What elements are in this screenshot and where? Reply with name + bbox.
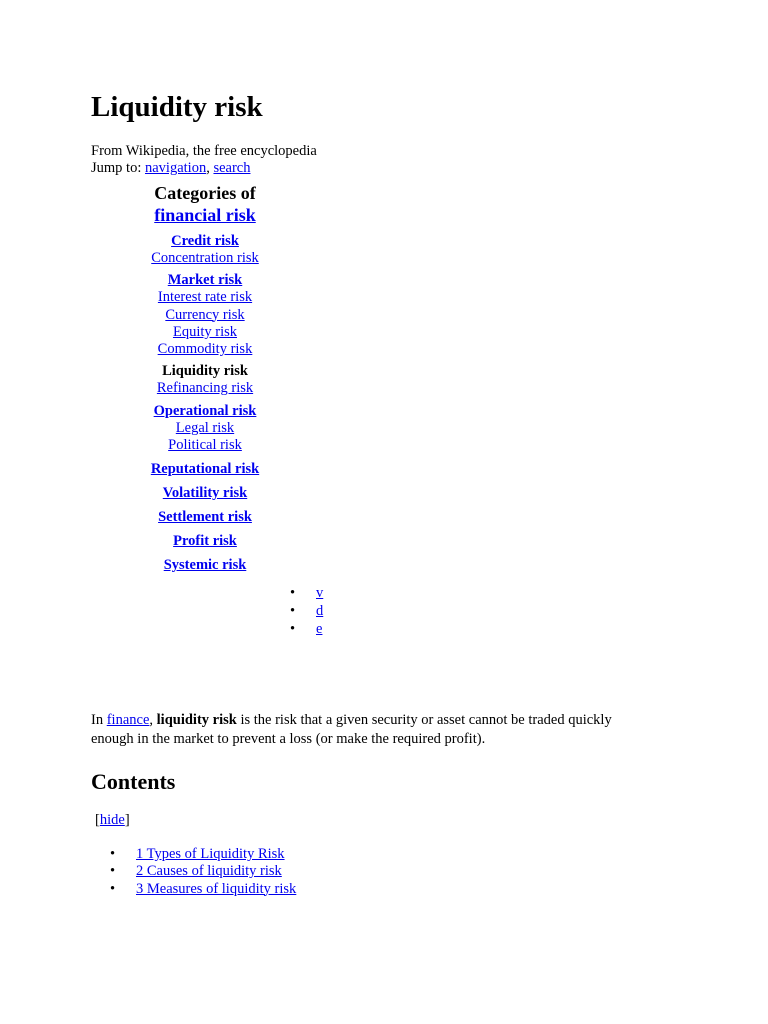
navbox-item-legal-risk[interactable]: Legal risk [175, 419, 235, 436]
navbox-group-operational [100, 402, 310, 455]
navbox-head-liquidity-risk-current: Liquidity risk [162, 363, 248, 380]
navbox-group-profit [100, 532, 310, 550]
intro-prefix: In [91, 712, 104, 728]
bullet-icon: • [290, 603, 296, 619]
toc-toggle-open-bracket: [ [95, 812, 100, 828]
navbox-group-settlement [100, 508, 310, 526]
navbox-group-liquidity [100, 362, 310, 397]
vde-edit-link[interactable]: e [316, 621, 323, 637]
navbox-item-commodity-risk[interactable]: Commodity risk [157, 341, 253, 358]
bullet-icon: • [110, 863, 116, 880]
navbox-head-operational-risk[interactable]: Operational risk [153, 402, 257, 419]
bullet-icon: • [110, 846, 116, 862]
toc-toggle [95, 811, 130, 829]
intro-comma: , [149, 712, 154, 728]
navbox-title: Categories of [154, 183, 256, 203]
navbox-head-volatility-risk[interactable]: Volatility risk [162, 485, 248, 502]
jump-link-search[interactable]: search [213, 160, 251, 176]
intro-rest: is the risk that a given security or asset cannot be traded quickly enough in the market to prevent a loss (or make the required profit). [91, 712, 612, 747]
jump-to-label: Jump to: [91, 160, 142, 176]
navbox-item-concentration-risk[interactable]: Concentration risk [151, 250, 259, 266]
navbox-item-equity-risk[interactable]: Equity risk [172, 323, 238, 340]
toc-hide-link[interactable]: hide [99, 812, 125, 828]
navbox-group-credit [100, 232, 310, 267]
navbox-head-systemic-risk[interactable]: Systemic risk [163, 557, 247, 574]
navbox-head-market-risk[interactable]: Market risk [167, 272, 243, 289]
jump-to-line [91, 159, 250, 177]
toc-link-measures-of-liquidity-risk[interactable]: 3 Measures of liquidity risk [136, 880, 297, 897]
bullet-icon: • [290, 585, 296, 601]
jump-link-navigation[interactable]: navigation [144, 160, 207, 176]
navbox-item-refinancing-risk[interactable]: Refinancing risk [156, 380, 254, 397]
toc-link-types-of-liquidity-risk[interactable]: 1 Types of Liquidity Risk [136, 846, 285, 862]
navbox-title-link[interactable]: financial risk [154, 205, 256, 225]
toc-item [110, 881, 296, 898]
vde-view-link[interactable]: v [316, 585, 324, 601]
navbox-vde-links [290, 584, 323, 638]
navbox-head-credit-risk[interactable]: Credit risk [171, 233, 239, 249]
toc-toggle-close-bracket: ] [124, 812, 130, 828]
toc-item [110, 863, 296, 880]
navbox-head-reputational-risk[interactable]: Reputational risk [150, 461, 260, 478]
contents-heading: Contents [91, 769, 176, 794]
vde-item-discuss [290, 602, 323, 620]
navbox-group-reputational [100, 460, 310, 478]
page-title: Liquidity risk [91, 91, 263, 123]
navbox-group-volatility [100, 484, 310, 502]
navbox-head-settlement-risk[interactable]: Settlement risk [158, 509, 252, 526]
jump-separator: , [206, 160, 210, 176]
vde-item-edit [290, 620, 323, 638]
vde-item-view [290, 584, 323, 602]
bullet-icon: • [290, 621, 296, 637]
toc-list [110, 846, 296, 898]
tagline: From Wikipedia, the free encyclopedia [91, 143, 317, 159]
toc-item [110, 846, 296, 863]
navbox-item-interest-rate-risk[interactable]: Interest rate risk [157, 289, 253, 306]
navbox-item-political-risk[interactable]: Political risk [168, 437, 242, 454]
finance-link[interactable]: finance [106, 712, 150, 728]
navbox-head-profit-risk[interactable]: Profit risk [173, 533, 237, 550]
vde-discuss-link[interactable]: d [316, 603, 324, 619]
navbox-group-systemic [100, 556, 310, 574]
intro-paragraph [91, 711, 651, 749]
navbox-item-currency-risk[interactable]: Currency risk [165, 306, 245, 323]
financial-risk-navbox [100, 182, 310, 574]
intro-bold-term: liquidity risk [156, 712, 237, 728]
bullet-icon: • [110, 880, 116, 897]
toc-link-causes-of-liquidity-risk[interactable]: 2 Causes of liquidity risk [136, 863, 282, 880]
navbox-group-market [100, 271, 310, 358]
